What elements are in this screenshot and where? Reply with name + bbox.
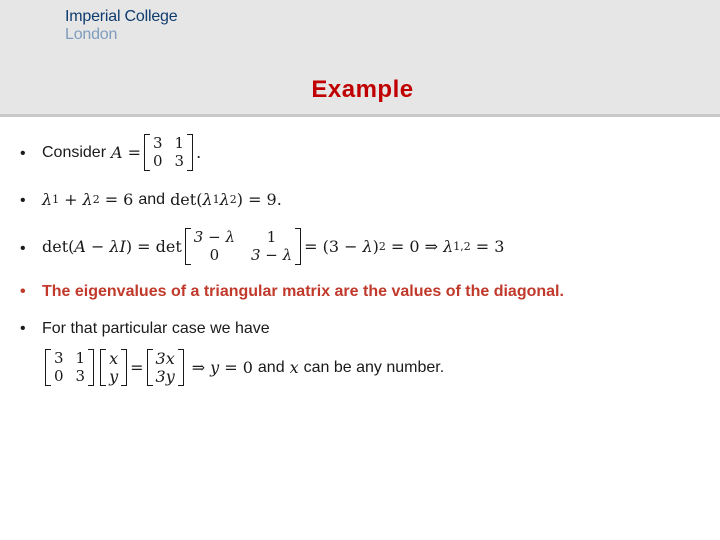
matrix-a	[144, 134, 193, 171]
bullet-dot: •	[20, 320, 26, 337]
math-lambda: λ	[443, 237, 454, 256]
matrix-cell: 3 − λ	[250, 246, 293, 264]
math-sub: 1,2	[453, 240, 471, 253]
logo-line-1: Imperial College	[65, 8, 178, 25]
matrix-cell: 0	[153, 152, 163, 170]
vector-cell: 3y	[155, 367, 175, 386]
math-end: .	[196, 143, 202, 162]
math-tail: ) = 9.	[236, 190, 282, 209]
math-lambda: λ	[202, 190, 213, 209]
math-eq: = 0	[224, 358, 253, 377]
math-var-a: A	[111, 143, 123, 162]
matrix-cell: 3	[54, 349, 64, 367]
bullet-dot: •	[20, 283, 26, 300]
bullet-dot: •	[20, 192, 26, 209]
math-eq: = 6	[104, 190, 134, 209]
matrix-cell: 3 − λ	[193, 228, 235, 246]
matrix-cell: 3	[153, 134, 163, 152]
math-sub: 2	[92, 193, 100, 206]
math-var-a: A	[74, 237, 86, 256]
vector-3x3y	[147, 349, 184, 386]
bullet-dot: •	[20, 145, 26, 162]
math-eq: =	[127, 143, 141, 162]
math-det: det(	[42, 237, 75, 256]
matrix-cell: 1	[75, 349, 86, 367]
math-op: +	[64, 190, 78, 209]
math-sub: 2	[229, 193, 237, 206]
slide-title: Example	[311, 76, 414, 103]
matrix-cell: 1	[266, 228, 277, 246]
math-det: det(	[170, 190, 203, 209]
logo-line-2: London	[65, 26, 118, 43]
vector-xy	[100, 349, 127, 386]
bullet-text: and	[138, 190, 166, 208]
math-sub: 1	[52, 193, 60, 206]
bullet-text: For that particular case we have	[42, 320, 270, 337]
matrix-a	[45, 349, 94, 386]
vector-cell: y	[109, 367, 119, 386]
math-sup: 2	[378, 240, 386, 253]
bullet-text: and	[257, 358, 285, 376]
bullet-text: can be any number.	[303, 358, 445, 376]
matrix-cell: 0	[54, 367, 64, 385]
bullet-text-highlight: The eigenvalues of a triangular matrix are the values of the diagonal.	[42, 283, 564, 300]
math-eq: = (3 −	[304, 237, 358, 256]
math-sub: 1	[212, 193, 220, 206]
matrix-cell: 3	[75, 367, 86, 385]
math-det: ) = det	[125, 237, 182, 256]
math-var-y: y	[210, 358, 220, 377]
math-lambda: λ	[362, 237, 373, 256]
vector-cell: 3x	[155, 349, 175, 368]
math-lambda: λ	[109, 237, 120, 256]
math-lambda: λ	[219, 190, 230, 209]
imperial-college-logo	[65, 8, 177, 44]
math-paren: )	[372, 237, 379, 256]
math-end: = 3	[475, 237, 505, 256]
matrix-a-minus-lambda-i	[185, 228, 301, 265]
bullet-dot: •	[20, 240, 26, 257]
math-var-i: I	[119, 237, 126, 256]
math-lambda: λ	[42, 190, 53, 209]
math-rest: = 0 ⇒	[390, 237, 439, 256]
math-lambda: λ	[82, 190, 93, 209]
matrix-cell: 3	[174, 152, 185, 170]
bullet-text: Consider	[42, 143, 107, 161]
matrix-cell: 0	[209, 246, 220, 264]
math-implies: ⇒	[191, 358, 206, 377]
math-eq: =	[130, 358, 144, 377]
math-op: −	[90, 237, 105, 256]
vector-cell: x	[109, 349, 119, 368]
math-var-x: x	[289, 358, 299, 377]
matrix-cell: 1	[174, 134, 185, 152]
slide-header	[0, 0, 720, 117]
